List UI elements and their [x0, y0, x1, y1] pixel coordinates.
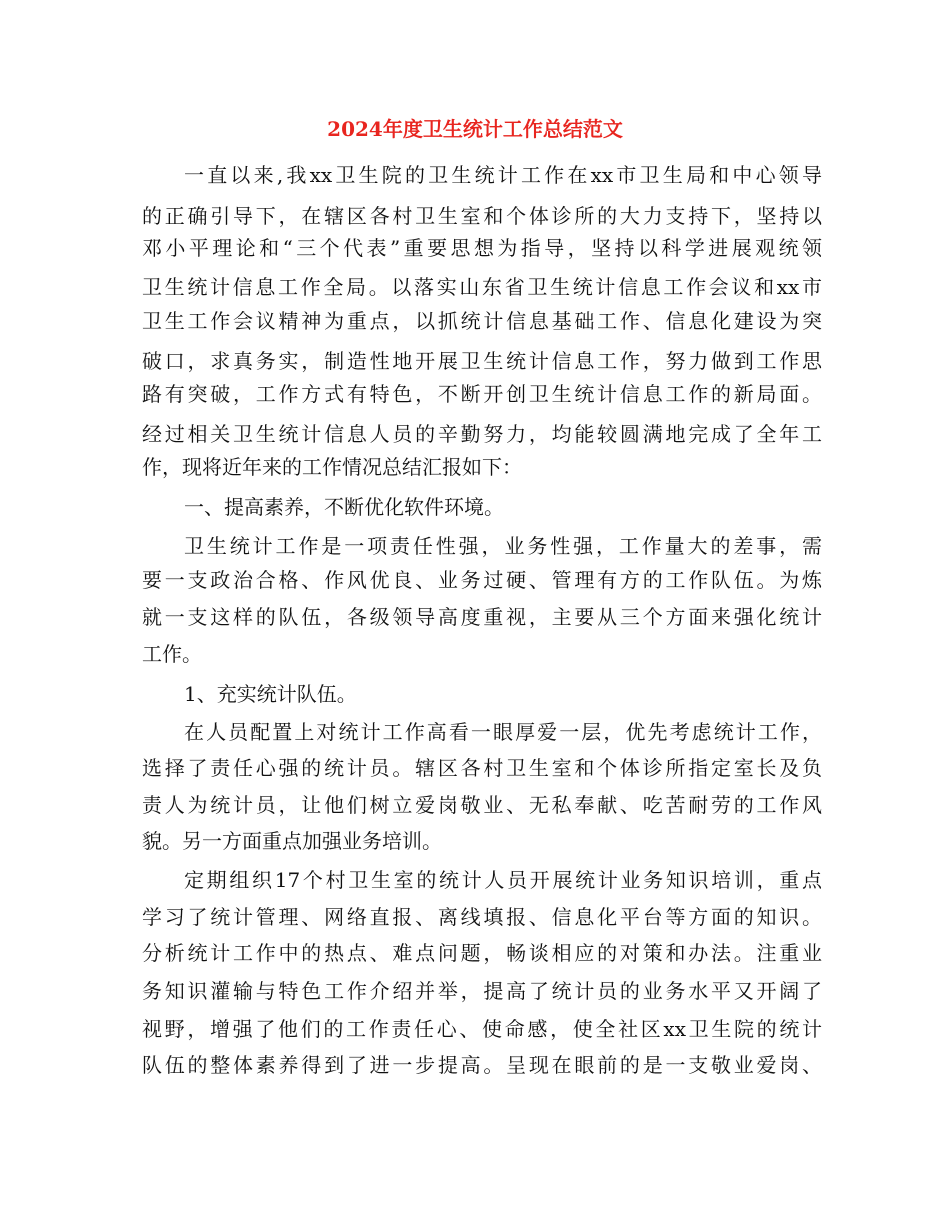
- body-line: 学习了统计管理、网络直报、离线填报、信息化平台等方面的知识。: [142, 905, 822, 929]
- body-line: 工作。: [142, 642, 202, 666]
- body-line: 分析统计工作中的热点、难点问题，畅谈相应的对策和办法。注重业: [142, 941, 822, 965]
- body-line: 就一支这样的队伍，各级领导高度重视，主要从三个方面来强化统计: [142, 605, 822, 629]
- body-line: 经过相关卫生统计信息人员的辛勤努力，均能较圆满地完成了全年工: [142, 422, 822, 446]
- body-line: 在人员配置上对统计工作高看一眼厚爱一层，优先考虑统计工作，: [184, 720, 822, 744]
- body-line: 的正确引导下，在辖区各村卫生室和个体诊所的大力支持下，坚持以: [142, 204, 822, 228]
- body-line: 貌。另一方面重点加强业务培训。: [142, 829, 442, 853]
- body-line: 卫生统计工作是一项责任性强，业务性强，工作量大的差事，需: [184, 534, 822, 558]
- document-title: 2024年度卫生统计工作总结范文: [327, 117, 623, 141]
- body-line: 队伍的整体素养得到了进一步提高。呈现在眼前的是一支敬业爱岗、: [142, 1053, 822, 1077]
- body-line: 选择了责任心强的统计员。辖区各村卫生室和个体诊所指定室长及负: [142, 756, 822, 780]
- body-line: 作，现将近年来的工作情况总结汇报如下：: [142, 455, 522, 479]
- body-line: 视野，增强了他们的工作责任心、使命感，使全社区xx卫生院的统计: [142, 1017, 822, 1041]
- section-heading: 一、提高素养，不断优化软件环境。: [184, 495, 504, 519]
- body-line: 卫生工作会议精神为重点，以抓统计信息基础工作、信息化建设为突: [142, 309, 822, 333]
- body-line: 路有突破，工作方式有特色，不断开创卫生统计信息工作的新局面。: [142, 382, 822, 406]
- body-line: 卫生统计信息工作全局。以落实山东省卫生统计信息工作会议和xx市: [142, 275, 822, 299]
- body-line: 定期组织17个村卫生室的统计人员开展统计业务知识培训，重点: [184, 868, 822, 892]
- body-line: 务知识灌输与特色工作介绍并举，提高了统计员的业务水平又开阔了: [142, 979, 822, 1003]
- body-line: 一直以来,我xx卫生院的卫生统计工作在xx市卫生局和中心领导: [184, 163, 822, 187]
- body-line: 破口，求真务实，制造性地开展卫生统计信息工作，努力做到工作思: [142, 349, 822, 373]
- subsection-heading: 1、充实统计队伍。: [184, 682, 357, 706]
- body-line: 要一支政治合格、作风优良、业务过硬、管理有方的工作队伍。为炼: [142, 568, 822, 592]
- body-line: 责人为统计员，让他们树立爱岗敬业、无私奉献、吃苦耐劳的工作风: [142, 793, 822, 817]
- body-line: 邓小平理论和“三个代表”重要思想为指导，坚持以科学进展观统领: [142, 236, 822, 260]
